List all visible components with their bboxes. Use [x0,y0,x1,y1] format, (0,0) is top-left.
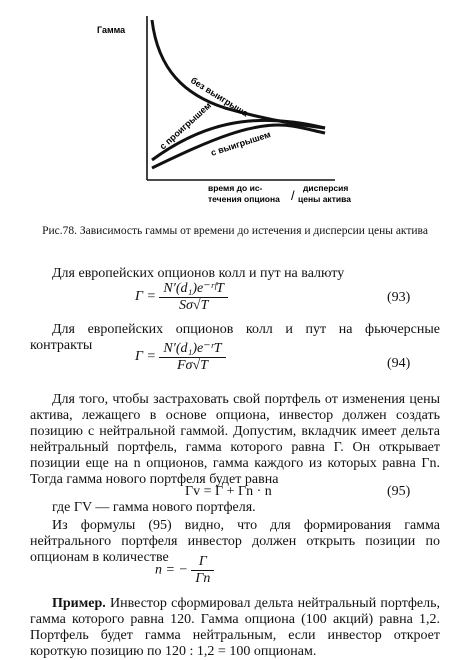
eq93-denominator: Sσ√T [179,298,209,313]
equation-94 [135,340,226,374]
curve-label-no-gain: без выигрыша [188,75,250,119]
x-label-variance-1: дисперсия [303,183,349,193]
equation-93-number: (93) [387,290,411,305]
y-axis-label: Гамма [97,25,126,35]
example-label: Пример. [52,596,106,611]
paragraph-formula-95: Из формулы (95) видно, что для формирования гамма нейтрального портфеля инвестор должен открыть позиции по опционам в количестве [30,518,440,565]
eq-n-lhs: n = − [155,562,188,578]
eq-n-numerator: Г [191,554,214,571]
curve-label-loss: с проигрышем [157,100,213,152]
curve-label-gain: с выигрышем [209,129,272,158]
paragraph-where: где ГV — гамма нового портфеля. [52,500,256,515]
x-label-slash: / [291,188,295,203]
paragraph-hedging: Для того, чтобы застраховать свой портфель от изменения цены актива, лежащего в основе опциона, инвестор должен создать позицию с нейтральной гаммой. Допустим, вкладчик имеет дельта нейтральный портфель, гамма которого равна Г. Он открывает позиции еще на n опционов, гамма каждого из которых равна Гn. Тогда гамма нового портфеля будет равна [30,392,440,487]
eq93-fraction [159,280,228,314]
gamma-chart [0,0,463,210]
equation-95-number: (95) [387,484,411,499]
eq94-numerator: N′(d₁)e⁻ʳT [159,340,225,358]
eq-n-denominator: Гn [195,571,211,586]
eq94-lhs: Γ = [135,349,156,365]
paragraph-currency: Для европейских опционов колл и пут на валюту [52,266,345,281]
eq93-lhs: Γ = [135,289,156,305]
equation-n [155,554,214,587]
equation-95: Гv = Г + Гn · n [185,484,272,499]
figure-caption: Рис.78. Зависимость гаммы от времени до истечения и дисперсии цены актива [42,225,428,237]
eq94-fraction [159,340,225,374]
paragraph-example [30,596,440,660]
x-label-time-1: время до ис- [208,183,263,193]
paragraph-futures: Для европейских опционов колл и пут на фьючерсные контракты [30,322,440,353]
x-label-variance-2: цены актива [298,194,351,204]
equation-94-number: (94) [387,356,411,371]
eq-n-fraction [191,554,214,587]
example-text: Инвестор сформировал дельта нейтральный портфель, гамма которого равна 120. Гамма опциона (100 акций) равна 1,2. Портфель будет гамма нейтральным, если инвестор откроет короткую позицию по 120 : 1,2 = 100 опционам. [30,596,440,659]
equation-93 [135,280,228,314]
eq94-denominator: Fσ√T [177,358,208,373]
eq93-numerator: N′(d₁)e⁻ʳᶠT [159,280,228,298]
x-label-time-2: течения опциона [208,194,280,204]
